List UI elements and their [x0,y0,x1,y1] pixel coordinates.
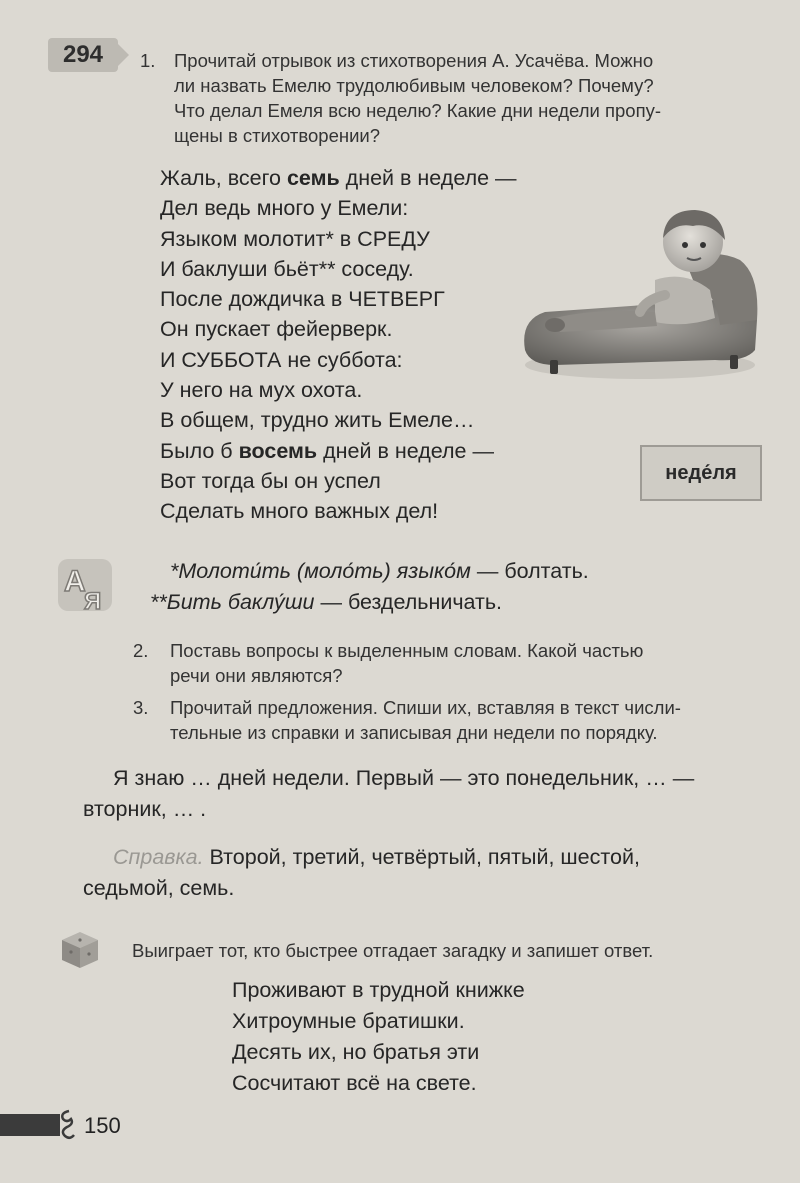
poem-line: Вот тогда бы он успел [160,468,381,493]
task-1-number: 1. [140,50,156,71]
reference-line: седьмой, семь. [83,876,235,900]
reference-line: Справка. Второй, третий, четвёртый, пятый, шестой, [113,845,640,869]
page-number: 150 [84,1113,121,1138]
poem-line: После дождичка в ЧЕТВЕРГ [160,287,445,312]
task-1-text [174,48,661,148]
task-1-line: ли назвать Емелю трудолюбивым человеком? Почему? [174,75,654,96]
sentence-line: вторник, … . [83,797,207,821]
task-3-line: Прочитай предложения. Спиши их, вставляя в текст числи- [170,697,681,718]
task-2-number: 2. [133,640,149,661]
task-1-line: щены в стихотворении? [174,125,381,146]
sentence-line: Я знаю … дней недели. Первый — это понедельник, … — [113,766,695,790]
vocabulary-word-box: неде́ля [640,445,762,501]
boy-on-sofa-illustration [515,200,765,385]
poem-line: Он пускает фейерверк. [160,317,393,342]
task-3-line: тельные из справки и записывая дни недели по порядку. [170,722,658,743]
poem-line: Было б восемь дней в неделе — [160,438,494,463]
poem-line: И баклуши бьёт** соседу. [160,256,414,281]
task-3-text [170,695,681,745]
riddle-line: Десять их, но братья эти [232,1040,480,1064]
exercise-number-badge: 294 [48,38,118,72]
ornament-icon [57,1108,79,1142]
poem-line: Сделать много важных дел! [160,499,439,524]
exercise-badge-arrow [116,42,129,68]
svg-text:А: А [64,565,86,598]
riddle-line: Сосчитают всё на свете. [232,1071,477,1095]
cube-icon [58,928,102,972]
task-2-text [170,638,643,688]
footnote-2: **Бить баклу́ши — бездельничать. [150,590,503,614]
reference-block [83,842,773,904]
poem-line: В общем, трудно жить Емеле… [160,408,475,433]
poem-line: И СУББОТА не суббота: [160,347,403,372]
poem-line: Дел ведь много у Емели: [160,196,409,221]
footer-bar [0,1114,60,1136]
task-1-line: Прочитай отрывок из стихотворения А. Усачёва. Можно [174,50,654,71]
riddle-line: Проживают в трудной книжке [232,978,525,1002]
reference-label: Справка. [113,845,204,869]
task-3-number: 3. [133,697,149,718]
task-1 [140,48,780,148]
task-1-line: Что делал Емеля всю неделю? Какие дни недели пропу- [174,100,662,121]
task-2-line: Поставь вопросы к выделенным словам. Какой частью [170,640,644,661]
task-2 [133,638,773,690]
svg-text:Я: Я [84,588,102,615]
poem [160,163,517,527]
riddle-intro: Выиграет тот, кто быстрее отгадает загадку и запишет ответ. [132,940,654,961]
alphabet-az-icon [56,555,116,615]
footnote-term: Бить баклу́ши [166,590,315,614]
fill-in-sentence [83,763,763,825]
bold-word-vosem: восемь [238,438,318,463]
bold-word-sem: семь [286,166,340,190]
footnote-term: Молоти́ть (моло́ть) языко́м [178,559,471,583]
poem-line: Языком молотит* в СРЕДУ [160,226,430,251]
poem-line: Жаль, всего семь дней в неделе — [160,166,517,190]
footnotes [150,556,589,618]
footnote-1: *Молоти́ть (моло́ть) языко́м — болтать. [170,559,589,583]
riddle-line: Хитроумные братишки. [232,1009,465,1033]
poem-line: У него на мух охота. [160,378,363,403]
task-3 [133,695,773,747]
task-2-line: речи они являются? [170,665,343,686]
riddle [232,975,525,1099]
